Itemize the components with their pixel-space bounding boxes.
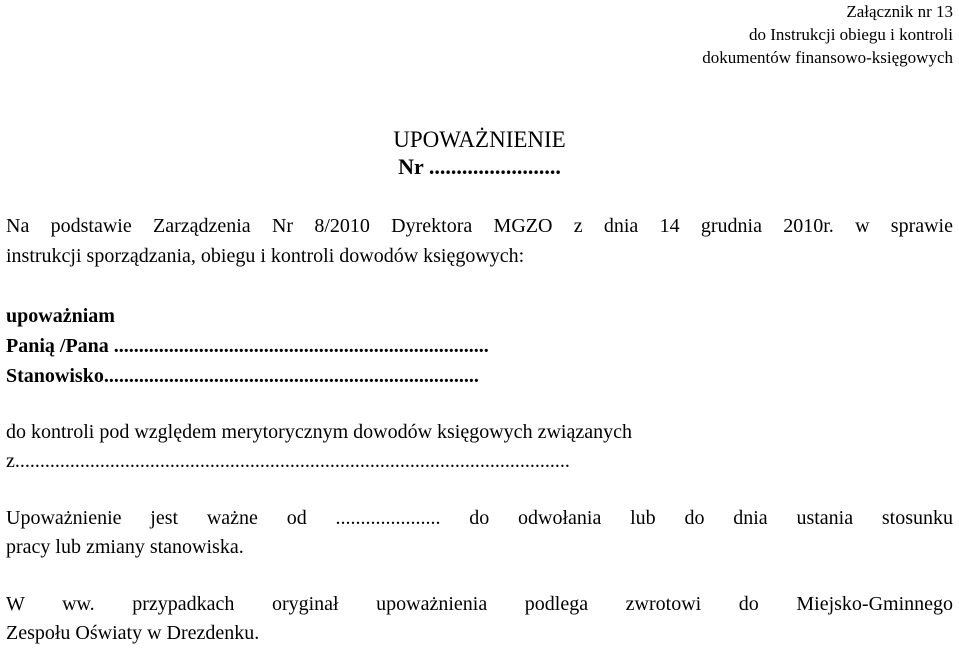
note-line-1: W ww. przypadkach oryginał upoważnienia podlega zwrotowi do Miejsko-Gminnego (6, 593, 953, 615)
scope-line-1: do kontroli pod względem merytorycznym dowodów księgowych związanych (6, 421, 632, 443)
title-number: Nr ........................ (398, 154, 561, 179)
scope-line-2: z............................................................................................................... (6, 450, 570, 472)
attachment-number: Załącznik nr 13 (846, 2, 953, 21)
intro-line-2: instrukcji sporządzania, obiegu i kontroli dowodów księgowych: (6, 245, 525, 267)
authorization-person: Panią /Pana ........................................................................... (6, 335, 489, 357)
validity-line-2: pracy lub zmiany stanowiska. (6, 536, 244, 558)
title-heading: UPOWAŻNIENIE (393, 127, 566, 152)
intro-line-1: Na podstawie Zarządzenia Nr 8/2010 Dyrektora MGZO z dnia 14 grudnia 2010r. w sprawie (6, 215, 953, 237)
attachment-instruction: do Instrukcji obiegu i kontroli (749, 25, 953, 44)
attachment-documents: dokumentów finansowo-księgowych (702, 48, 953, 67)
document-title (0, 126, 959, 180)
attachment-note (702, 0, 953, 69)
authorization-position: Stanowisko........................................................................... (6, 365, 479, 387)
validity-line-1: Upoważnienie jest ważne od ..................... do odwołania lub do dnia ustania stosunku (6, 507, 953, 529)
note-line-2: Zespołu Oświaty w Drezdenku. (6, 622, 260, 644)
authorization-verb: upoważniam (6, 305, 115, 327)
